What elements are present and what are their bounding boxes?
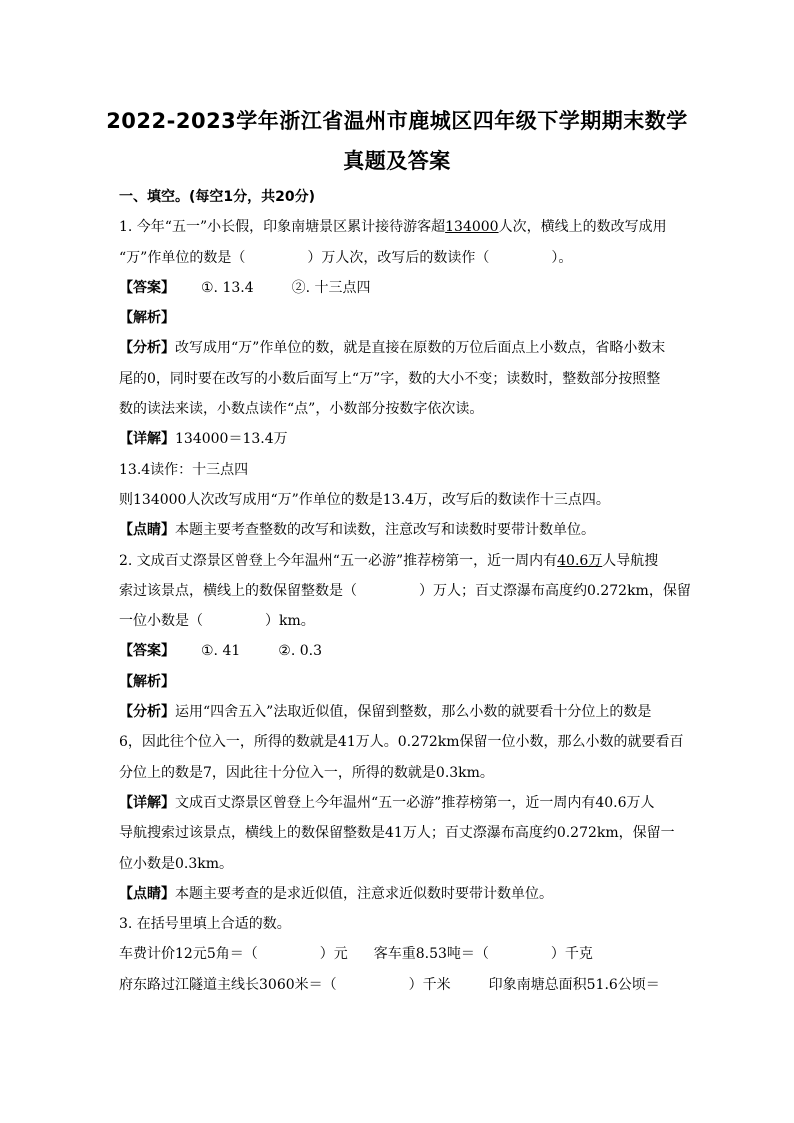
- document-title-line2: 真题及答案: [343, 149, 451, 173]
- underlined-number: 134000: [445, 219, 499, 236]
- document-body: 一、填空。(每空1分，共20分) 1. 今年“五一”小长假，印象南塘景区累计接待游客超134000人次，横线上的数改写成用 “万”作单位的数是（ ）万人次，改写后的数读作（ ）。 【答案】 ①. 13.4 ②. 十三点四 【解析】 【分析】改写成用“万”作单位的数，就是直接在原数的万位后面点上小数点，省略小数末 尾的0，同时要在改写的小数后面写上“万”字，数的大小不变；读数时，整数部分按照整 数的读法来读，小数点读作“点”，小数部分按数字依次读。 【详解】134000＝13.4万 13.4读作：十三点四 则134000人次改写成用“万”作单位的数是13.4万，改写后的数读作十三点四。 【点睛】本题主要考查整数的改写和读数，注意改写和读数时要带计数单位。 2. 文成百丈漈景区曾登上今年温州“五一必游”推荐榜第一，近一周内有40.6万人导航搜 索过该景点，横线上的数保留整数是（ ）万人；百丈漈瀑布高度约0.272km，保留 一位小数是（ ）km。 【答案】 ①. 41 ②. 0.3 【解析】 【分析】运用“四舍五入”法取近似值，保留到整数，那么小数的就要看十分位上的数是 6，因此往个位入一，所得的数就是41万人。0.272km保留一位小数，那么小数的就要看百 分位上的数是7，因此往十分位入一，所得的数就是0.3km。 【详解】文成百丈漈景区曾登上今年温州“五一必游”推荐榜第一，近一周内有40.6万人 导航搜索过该景点，横线上的数保留整数是41万人；百丈漈瀑布高度约0.272km，保留一 位小数是0.3km。 【点睛】本题主要考查的是求近似值，注意求近似数时要带计数单位。 3. 在括号里填上合适的数。 车费计价12元5角＝（ ）元 客车重8.53吨＝（ ）千克 府东路过江隧道主线长3060米＝（ ）千米 印象南塘总面积51.6公顷＝: [119, 182, 679, 1000]
- underlined-number: 40.6万: [557, 552, 603, 569]
- question-1-jiexi: 【解析】: [119, 310, 175, 327]
- document-title: 2022-2023学年浙江省温州市鹿城区四年级下学期期末数学: [106, 109, 688, 133]
- question-1-dianjing: 【点睛】本题主要考查整数的改写和读数，注意改写和读数时要带计数单位。: [119, 522, 595, 539]
- question-3-line-1: 3. 在括号里填上合适的数。: [119, 916, 291, 933]
- question-2-jiexi: 【解析】: [119, 673, 175, 690]
- question-2-line-2: 索过该景点，横线上的数保留整数是（ ）万人；百丈漈瀑布高度约0.272km，保留: [119, 582, 691, 599]
- question-1-line-1: 1. 今年“五一”小长假，印象南塘景区累计接待游客超134000人次，横线上的数改写成用: [119, 219, 667, 236]
- question-2-line-1: 2. 文成百丈漈景区曾登上今年温州“五一必游”推荐榜第一，近一周内有40.6万人导航搜: [119, 552, 659, 569]
- question-3-line-3: 府东路过江隧道主线长3060米＝（ ）千米 印象南塘总面积51.6公顷＝: [119, 976, 660, 993]
- question-1-fenxi: 【分析】改写成用“万”作单位的数，就是直接在原数的万位后面点上小数点，省略小数末: [119, 340, 666, 357]
- question-2-line-3: 一位小数是（ ）km。: [119, 613, 315, 630]
- question-2-dianjing: 【点睛】本题主要考查的是求近似值，注意求近似数时要带计数单位。: [119, 885, 553, 902]
- question-1-line-2: “万”作单位的数是（ ）万人次，改写后的数读作（ ）。: [119, 249, 573, 266]
- question-2-fenxi: 【分析】运用“四舍五入”法取近似值，保留到整数，那么小数的就要看十分位上的数是: [119, 704, 652, 721]
- question-1-xiangjie: 【详解】134000＝13.4万: [119, 431, 288, 448]
- section-heading: 一、填空。(每空1分，共20分): [119, 189, 316, 205]
- question-2-answer: 【答案】 ①. 41 ②. 0.3: [119, 643, 322, 660]
- question-1-answer: 【答案】 ①. 13.4 ②. 十三点四: [119, 279, 371, 296]
- question-2-xiangjie: 【详解】文成百丈漈景区曾登上今年温州“五一必游”推荐榜第一，近一周内有40.6万人: [119, 794, 655, 811]
- question-3-line-2: 车费计价12元5角＝（ ）元 客车重8.53吨＝（ ）千克: [119, 946, 593, 963]
